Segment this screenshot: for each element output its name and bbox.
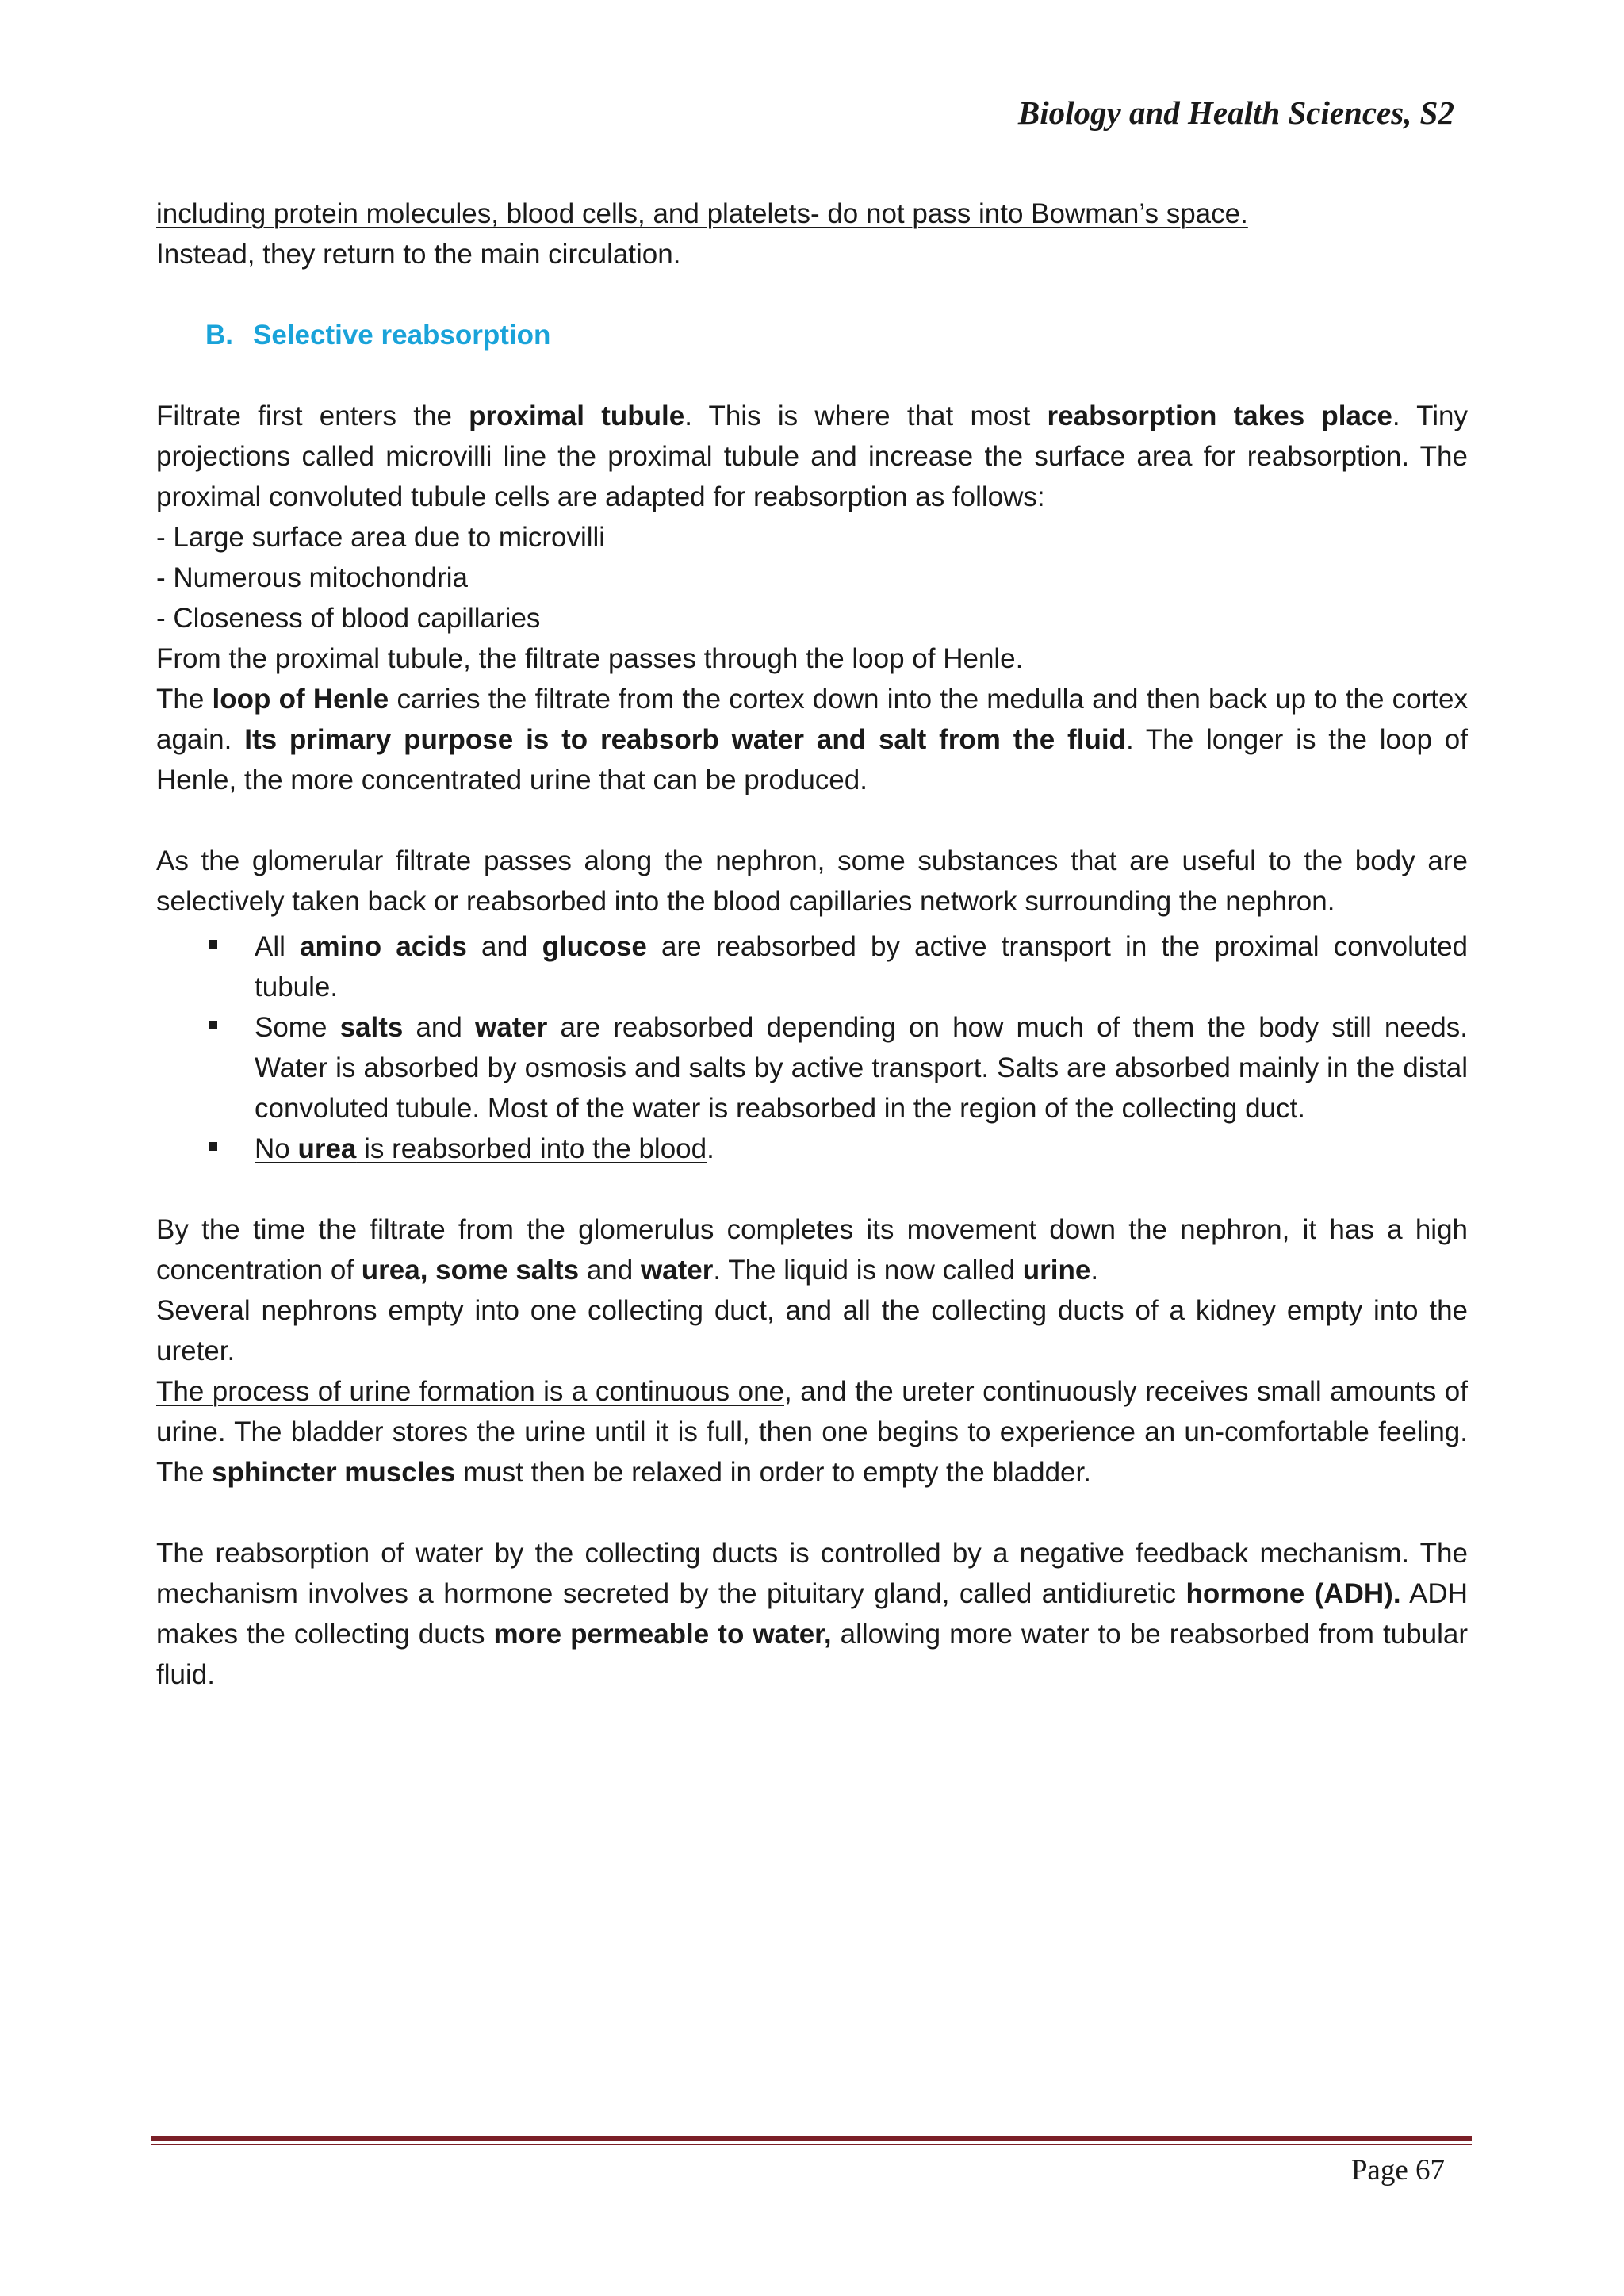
text-run: All (255, 931, 301, 962)
underlined-statement (255, 1133, 707, 1164)
bold-term: glucose (542, 931, 647, 962)
adh-paragraph (156, 1533, 1468, 1695)
loop-of-henle-paragraph (156, 679, 1468, 800)
bold-term: amino acids (300, 931, 467, 962)
text-run: No (255, 1133, 298, 1164)
page-number: Page 67 (1350, 2154, 1445, 2187)
urine-concentration-paragraph (156, 1209, 1468, 1290)
intro-text: Instead, they return to the main circulation. (156, 239, 681, 270)
bold-term: salts (339, 1012, 404, 1043)
bold-term: urea (297, 1133, 357, 1164)
text-run: , and the ureter continuously receives small amounts of urine. The bladder stores the urine until it is full, then one begins to experience an un-comfortable feeling. The (156, 1376, 1468, 1488)
section-letter: B. (205, 320, 233, 351)
text-run: Some (255, 1012, 340, 1043)
text-run: Filtrate first enters the (156, 401, 469, 431)
text-run: are reabsorbed by active transport in the proximal convoluted tubule. (255, 931, 1469, 1002)
intro-paragraph (156, 194, 1468, 274)
text-run: The reabsorption of water by the collecting ducts is controlled by a negative feedback mechanism. The mechanism involves a hormone secreted by the pituitary gland, called antidiuretic (156, 1538, 1468, 1609)
text-run: . The liquid is now called (713, 1255, 1023, 1286)
bold-term: reabsorption takes place (1047, 401, 1392, 431)
text-run: and (403, 1012, 475, 1043)
bold-term: Its primary purpose is to reabsorb water and salt from the fluid (244, 724, 1126, 755)
reabsorption-bullet-list (156, 926, 1468, 1169)
section-title: Selective reabsorption (253, 320, 551, 351)
proximal-tubule-paragraph (156, 396, 1468, 517)
footer-divider (151, 2136, 1472, 2145)
text-run: ADH makes the collecting ducts (156, 1578, 1468, 1650)
square-bullet-icon (209, 940, 217, 949)
text-run: . (707, 1133, 714, 1164)
underlined-statement: The process of urine formation is a continuous one (156, 1376, 784, 1407)
bold-term: hormone (ADH). (1185, 1578, 1401, 1609)
intro-underlined-text: including protein molecules, blood cells, and platelets- do not pass into Bowman’s space. (156, 198, 1248, 229)
text-run: . The longer is the loop of Henle, the more concentrated urine that can be produced. (156, 724, 1468, 795)
loop-intro-line: From the proximal tubule, the filtrate passes through the loop of Henle. (156, 643, 1024, 674)
bold-term: more permeable to water, (493, 1619, 832, 1650)
bold-term: loop of Henle (212, 684, 389, 715)
text-run: . (1090, 1255, 1099, 1286)
text-run: are reabsorbed depending on how much of them the body still needs. Water is absorbed by osmosis and salts by active transport. Salts are absorbed mainly in the distal convoluted tubule. Most of the water is reabsorbed in the region of the collecting duct. (255, 1012, 1468, 1124)
running-header: Biology and Health Sciences, S2 (1017, 94, 1454, 131)
bold-term: water (475, 1012, 548, 1043)
text-run: and (579, 1255, 641, 1286)
list-item (156, 1129, 1468, 1169)
bold-term: urea, some salts (361, 1255, 580, 1286)
list-item (156, 1007, 1468, 1129)
text-run: By the time the filtrate from the glomerulus completes its movement down the nephron, it has a high concentration of (156, 1214, 1468, 1286)
text-run: must then be relaxed in order to empty the bladder. (455, 1457, 1091, 1488)
text-run: allowing more water to be reabsorbed from tubular fluid. (156, 1619, 1468, 1690)
adaptation-item: - Closeness of blood capillaries (156, 603, 541, 634)
bold-term: sphincter muscles (212, 1457, 456, 1488)
text-run: carries the filtrate from the cortex down into the medulla and then back up to the cortex again. (156, 684, 1468, 755)
section-heading (156, 315, 1468, 355)
text-run: and (466, 931, 542, 962)
list-item (156, 926, 1468, 1007)
square-bullet-icon (209, 1021, 217, 1029)
square-bullet-icon (209, 1142, 217, 1151)
adaptation-item: - Numerous mitochondria (156, 562, 468, 593)
page-body (156, 194, 1468, 1695)
text-run: . Tiny projections called microvilli line the proximal tubule and increase the surface area for reabsorption. The proximal convoluted tubule cells are adapted for reabsorption as follows: (156, 401, 1468, 512)
bold-term: water (640, 1255, 714, 1286)
bold-term: urine (1022, 1255, 1091, 1286)
text-run: . This is where that most (684, 401, 1048, 431)
bladder-paragraph (156, 1371, 1468, 1493)
text-run: The (156, 684, 213, 715)
bold-term: proximal tubule (469, 401, 685, 431)
collecting-duct-paragraph: Several nephrons empty into one collecting duct, and all the collecting ducts of a kidney empty into the ureter. (156, 1295, 1468, 1366)
reabsorption-paragraph: As the glomerular filtrate passes along the nephron, some substances that are useful to the body are selectively taken back or reabsorbed into the blood capillaries network surrounding the nephron. (156, 845, 1468, 917)
adaptation-item: - Large surface area due to microvilli (156, 522, 606, 553)
text-run: is reabsorbed into the blood (356, 1133, 707, 1164)
